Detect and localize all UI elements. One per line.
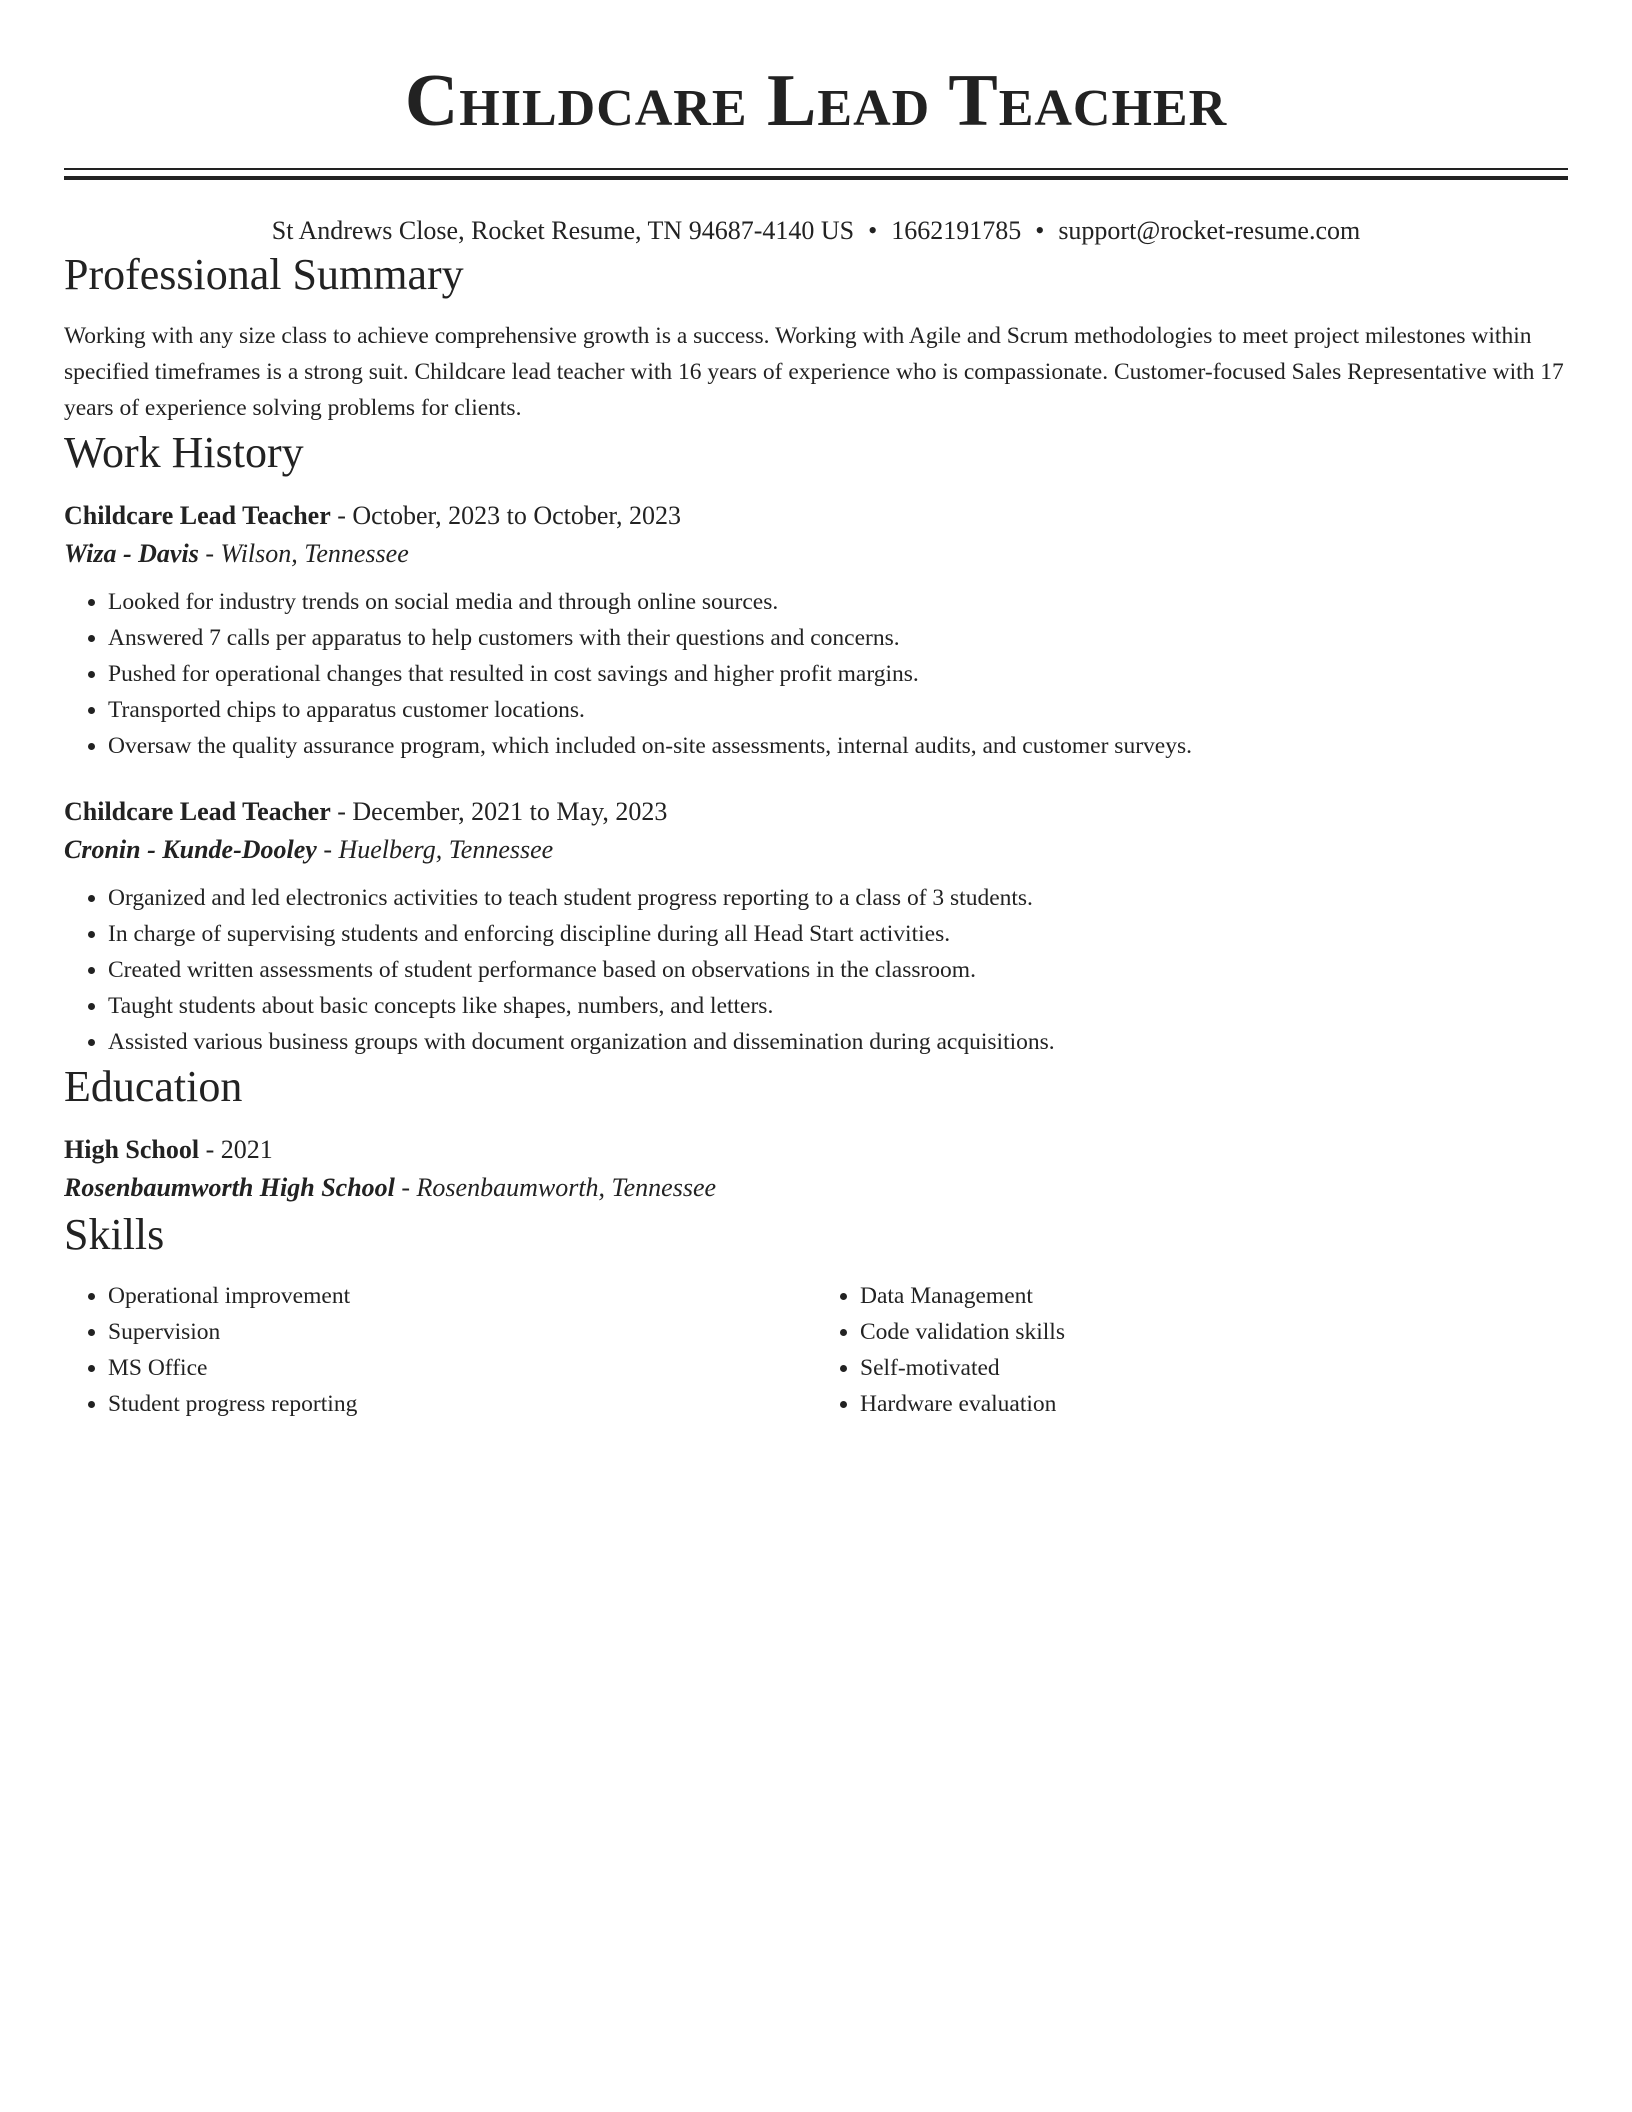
- skills-column-left: [64, 1278, 816, 1422]
- job-bullet: • Answered 7 calls per apparatus to help customers with their questions and concerns.: [108, 620, 1568, 656]
- education-degree-line: [64, 1132, 1568, 1168]
- education-school-line: [64, 1168, 1568, 1208]
- skill-item: • Self-motivated: [860, 1350, 1568, 1386]
- job-dates: - December, 2021 to May, 2023: [330, 797, 668, 826]
- contact-phone: 1662191785: [891, 216, 1022, 245]
- job-employer-line: [64, 830, 1568, 870]
- education-entry: [64, 1132, 1568, 1208]
- education-year: - 2021: [199, 1135, 273, 1164]
- education-degree: High School: [64, 1135, 200, 1164]
- job-location: - Wilson, Tennessee: [198, 539, 409, 568]
- section-title-summary: Professional Summary: [64, 250, 464, 299]
- job-dates: - October, 2023 to October, 2023: [330, 501, 682, 530]
- summary-text: Working with any size class to achieve comprehensive growth is a success. Working with Agile and Scrum methodologies to meet project milestones within specified timeframes is a strong suit. Childcare lead teacher with 16 years of experience who is compassionate. Customer-focused Sales Representative with 17 years of experience solving problems for clients.: [64, 323, 1564, 421]
- contact-separator: •: [1035, 216, 1045, 245]
- education-school: Rosenbaumworth High School: [64, 1173, 395, 1202]
- job-bullets: [64, 880, 1568, 1060]
- job-bullet: • Oversaw the quality assurance program, which included on-site assessments, internal audits, and customer surveys.: [108, 728, 1568, 764]
- job-employer-line: [64, 534, 1568, 574]
- contact-email: support@rocket-resume.com: [1058, 216, 1361, 245]
- job-role: Childcare Lead Teacher: [64, 501, 331, 530]
- job-bullet: • Created written assessments of student performance based on observations in the classroom.: [108, 952, 1568, 988]
- job-bullet: • Assisted various business groups with document organization and dissemination during acquisitions.: [108, 1024, 1568, 1060]
- skill-item: • Student progress reporting: [108, 1386, 816, 1422]
- header-divider: [64, 168, 1568, 180]
- job-bullet: • Organized and led electronics activities to teach student progress reporting to a class of 3 students.: [108, 880, 1568, 916]
- job-role: Childcare Lead Teacher: [64, 797, 331, 826]
- skill-item: • MS Office: [108, 1350, 816, 1386]
- job-bullet: • Taught students about basic concepts like shapes, numbers, and letters.: [108, 988, 1568, 1024]
- contact-separator: •: [868, 216, 878, 245]
- contact-line: [64, 214, 1568, 248]
- section-title-work-history: Work History: [64, 428, 304, 477]
- job-entry: [64, 794, 1568, 1060]
- skills-list: [64, 1278, 816, 1422]
- skills-grid: [64, 1278, 1568, 1422]
- job-bullet: • Pushed for operational changes that resulted in cost savings and higher profit margins.: [108, 656, 1568, 692]
- skill-item: • Data Management: [860, 1278, 1568, 1314]
- skill-item: • Operational improvement: [108, 1278, 816, 1314]
- skill-item: • Hardware evaluation: [860, 1386, 1568, 1422]
- job-bullets: [64, 584, 1568, 764]
- skills-column-right: [816, 1278, 1568, 1422]
- section-title-education: Education: [64, 1062, 243, 1111]
- skill-item: • Code validation skills: [860, 1314, 1568, 1350]
- job-bullet: • Transported chips to apparatus customer locations.: [108, 692, 1568, 728]
- job-title-line: [64, 794, 1568, 830]
- contact-address: St Andrews Close, Rocket Resume, TN 94687-4140 US: [271, 216, 855, 245]
- job-employer: Cronin - Kunde-Dooley: [64, 835, 317, 864]
- job-employer: Wiza - Davis: [64, 539, 199, 568]
- job-bullet: • In charge of supervising students and enforcing discipline during all Head Start activities.: [108, 916, 1568, 952]
- section-title-skills: Skills: [64, 1210, 165, 1259]
- job-bullet: • Looked for industry trends on social media and through online sources.: [108, 584, 1568, 620]
- job-title-line: [64, 498, 1568, 534]
- skills-list: [816, 1278, 1568, 1422]
- resume-name: Childcare Lead Teacher: [404, 60, 1228, 142]
- skill-item: • Supervision: [108, 1314, 816, 1350]
- job-location: - Huelberg, Tennessee: [316, 835, 554, 864]
- education-location: - Rosenbaumworth, Tennessee: [394, 1173, 717, 1202]
- job-entry: [64, 498, 1568, 764]
